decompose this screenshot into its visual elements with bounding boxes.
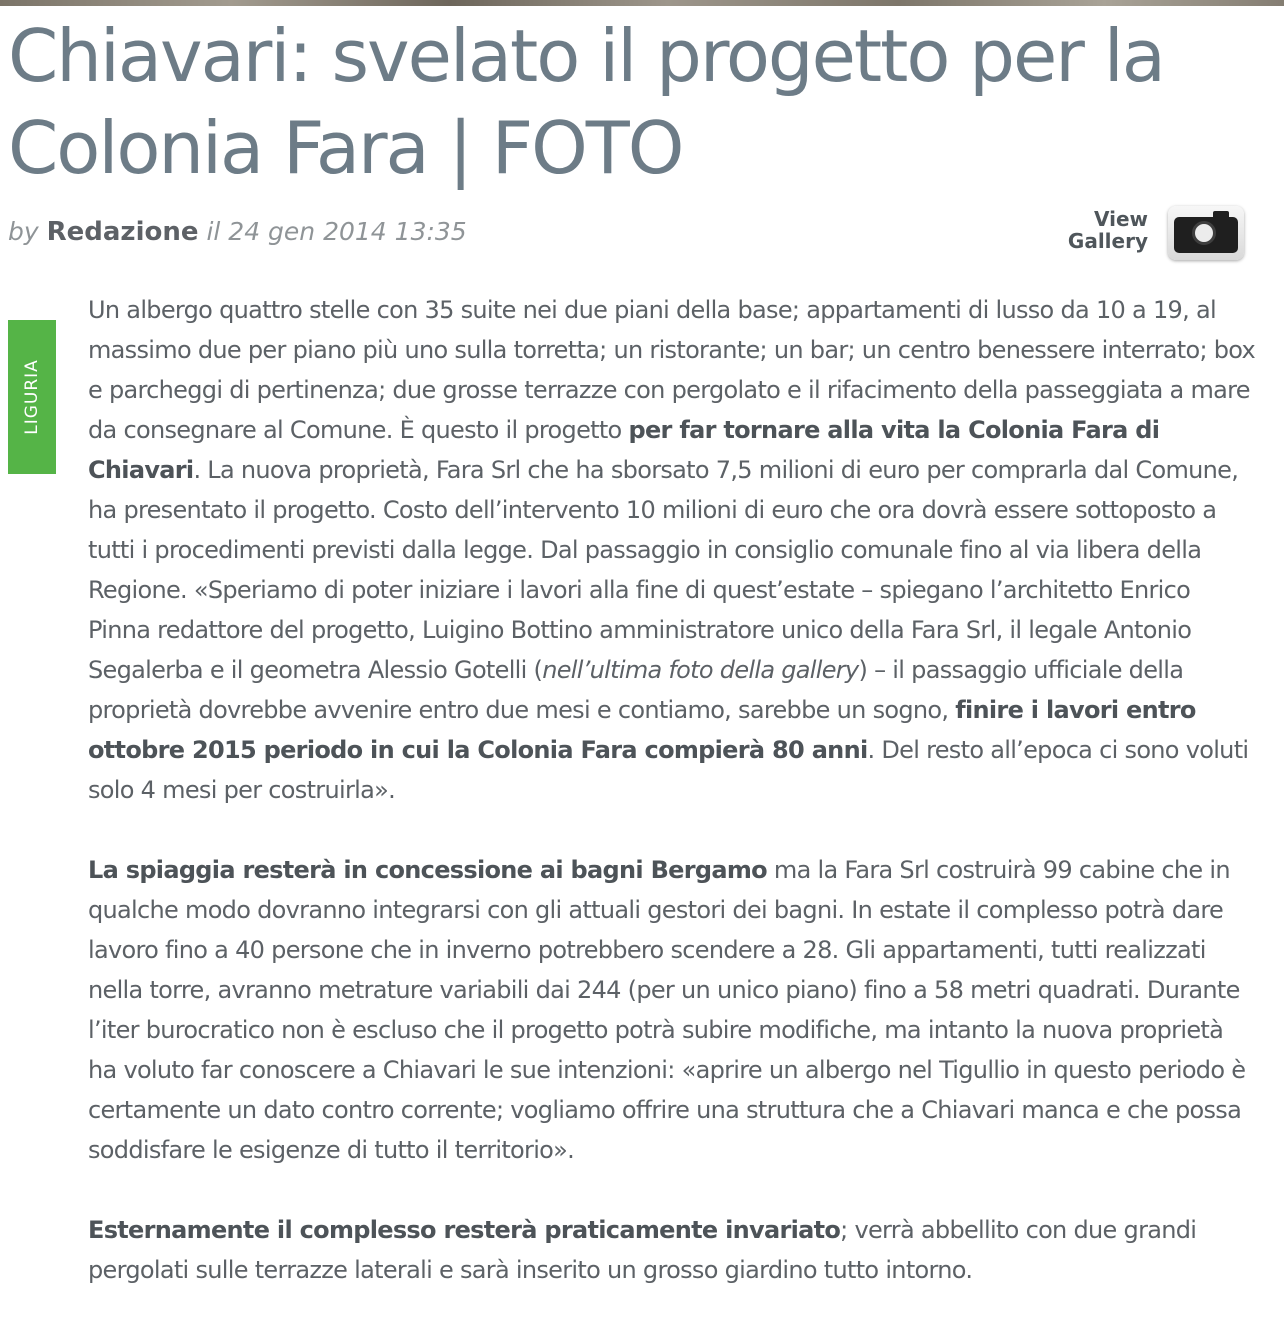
p1-italic-1: nell’ultima foto della gallery [542,656,859,684]
view-gallery-label [1068,208,1148,252]
p2-bold-1: La spiaggia resterà in concessione ai bagni Bergamo [88,856,767,884]
category-tag-liguria[interactable] [8,320,56,474]
view-gallery-label-line2: Gallery [1067,229,1148,253]
p1-text-2: . La nuova proprietà, Fara Srl che ha sborsato 7,5 milioni di euro per comprarla dal Comune, ha presentato il progetto. Costo dell’intervento 10 milioni di euro che ora dovrà essere sottoposto a tutti i procedimenti previsti dalla legge. Dal passaggio in consiglio comunale fino al via libera della Regione. «Speriamo di poter iniziare i lavori alla fine di quest’estate – spiegano l’architetto Enrico Pinna redattore del progetto, Luigino Bottino amministratore unico della Fara Srl, il legale Antonio Segalerba e il geometra Alessio Gotelli ( [88,456,1239,684]
byline-by: by [8,217,39,246]
category-tag-label: LIGURIA [22,359,42,435]
byline-author[interactable]: Redazione [46,217,199,247]
article-byline [8,210,467,254]
p2-text-1: ma la Fara Srl costruirà 99 cabine che in qualche modo dovranno integrarsi con gli attuali gestori dei bagni. In estate il complesso potrà dare lavoro fino a 40 persone che in inverno potrebbero scendere a 28. Gli appartamenti, tutti realizzati nella torre, avranno metrature variabili dai 244 (per un unico piano) fino a 58 metri quadrati. Durante l’iter burocratico non è escluso che il progetto potrà subire modifiche, ma intanto la nuova proprietà ha voluto far conoscere a Chiavari le sue intenzioni: «aprire un albergo nel Tigullio in questo periodo è certamente un dato contro corrente; vogliamo offrire una struttura che a Chiavari manca e che possa soddisfare le esigenze di tutto il territorio». [88,856,1246,1164]
article-paragraph-1 [88,290,1256,810]
article-title: Chiavari: svelato il progetto per la Colonia Fara | FOTO [8,14,1164,190]
camera-icon[interactable] [1168,206,1244,260]
view-gallery-label-line1: View [1093,207,1148,231]
camera-lens-shape [1192,221,1216,245]
p3-text-1: ; verrà abbellito con due grandi pergolati sulle terrazze laterali e sarà inserito un grosso giardino tutto intorno. [88,1216,1197,1284]
p1-text-3: ) – il passaggio ufficiale della proprietà dovrebbe avvenire entro due mesi e contiamo, sarebbe un sogno, [88,656,1184,724]
view-gallery-button[interactable] [1067,206,1248,264]
header-image-strip [0,0,1284,6]
p1-bold-1: per far tornare alla vita la Colonia Fara di Chiavari [88,416,1160,484]
byline-date: il 24 gen 2014 13:35 [206,217,467,246]
p1-text-4: . Del resto all’epoca ci sono voluti solo 4 mesi per costruirla». [88,736,1249,804]
p1-text-1: Un albergo quattro stelle con 35 suite nei due piani della base; appartamenti di lusso da 10 a 19, al massimo due per piano più uno sulla torretta; un ristorante; un bar; un centro benessere interrato; box e parcheggi di pertinenza; due grosse terrazze con pergolato e il rifacimento della passeggiata a mare da consegnare al Comune. È questo il progetto [88,296,1256,444]
article-paragraph-2 [88,850,1256,1170]
p3-bold-1: Esternamente il complesso resterà praticamente invariato [88,1216,841,1244]
article-body [88,290,1256,1330]
article-paragraph-3 [88,1210,1256,1290]
p1-bold-2: finire i lavori entro ottobre 2015 periodo in cui la Colonia Fara compierà 80 anni [88,696,1196,764]
